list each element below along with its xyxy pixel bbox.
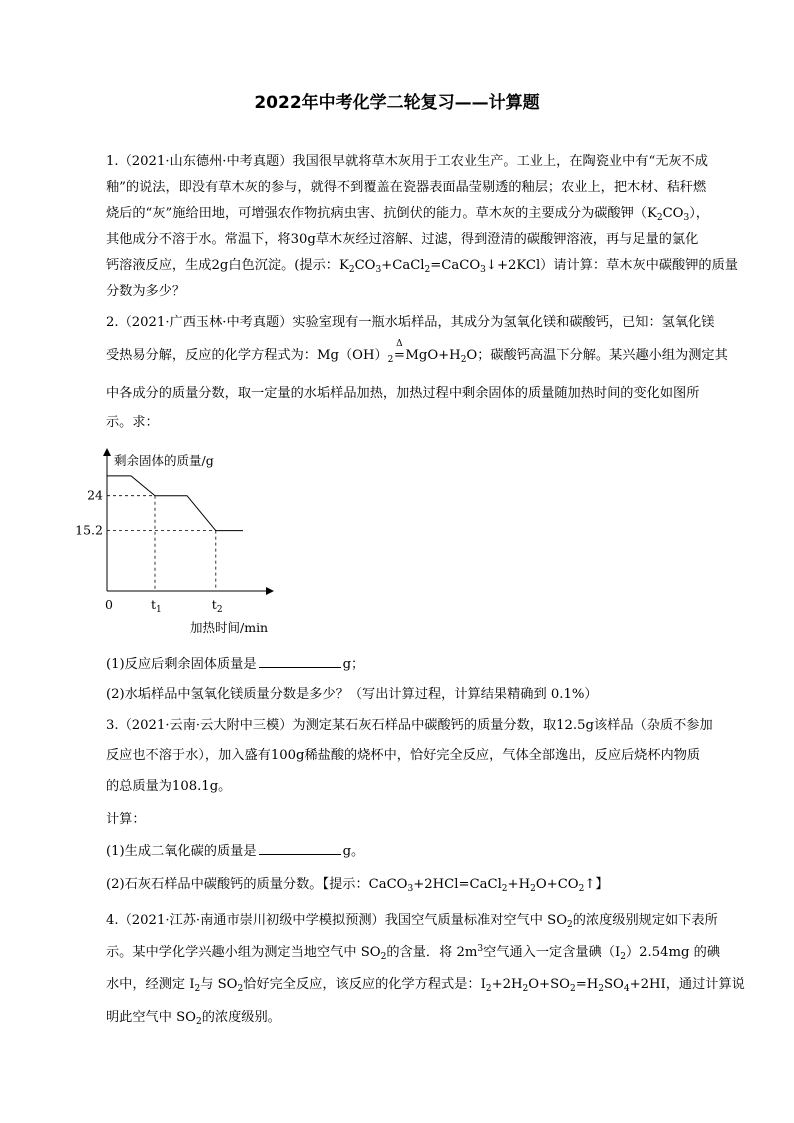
sub: 2 (237, 984, 244, 994)
q2-text: MgO+H (405, 348, 461, 363)
sub: 2 (567, 920, 573, 930)
sup: 3 (477, 944, 484, 954)
sub: 2 (485, 984, 492, 994)
q3-text: (1)生成二氧化碳的质量是 (106, 844, 257, 859)
origin-label: 0 (105, 597, 113, 612)
q4-text: 水中，经测定 I (106, 977, 195, 992)
x-tick-label: $t_1$ (151, 597, 162, 615)
answer-blank[interactable] (259, 842, 341, 855)
q1-line-2: 釉”的说法，即没有草木灰的参与，就得不到覆盖在瓷器表面晶莹剔透的釉层；农业上，把木材、秸秆燃 (106, 180, 707, 195)
q1-text: CO (354, 258, 376, 273)
q1-text: =CaCO (430, 258, 481, 273)
q3-text: +2HCl=CaCl (413, 877, 502, 892)
sub: 2 (620, 952, 626, 962)
x-axis-label: 加热时间/min (190, 620, 269, 635)
sub: 2 (424, 265, 431, 275)
q3-sub-1 (106, 842, 726, 862)
q2-sub-2: (2)水垢样品中氢氧化镁质量分数是多少？（写出计算过程，计算结果精确到 0.1%） (106, 687, 598, 702)
q4-text: 的含量．将 2m (386, 945, 478, 960)
q4-line-4 (106, 1008, 726, 1028)
sub: 3 (375, 265, 382, 275)
sub: 2 (195, 1017, 202, 1027)
q4-line-3 (106, 975, 745, 995)
sub: 2 (194, 984, 201, 994)
sub: 2 (578, 884, 585, 894)
q4-line-2 (106, 943, 726, 963)
q2-text: 受热易分解，反应的化学方程式为：Mg（OH） (106, 348, 388, 363)
x-tick-subscript: 2 (216, 605, 223, 615)
sub: 2 (380, 952, 387, 962)
q4-text: +2HI，通过计算说 (629, 977, 745, 992)
q2-line-4: 示。求： (106, 415, 159, 430)
y-tick-label: 15.2 (75, 522, 103, 538)
q4-text: 示。某中学化学兴趣小组为测定当地空气中 SO (106, 945, 381, 960)
q3-text: (2)石灰石样品中碳酸钙的质量分数。【提示：CaCO (106, 877, 408, 892)
q1-text: 烧后的“灰”施给田地，可增强农作物抗病虫害、抗倒伏的能力。草木灰的主要成分为碳酸钾（K (106, 206, 657, 221)
q3-text: ↑】 (584, 877, 609, 892)
sub: 2 (348, 265, 355, 275)
sub: 2 (530, 884, 536, 894)
q4-text: 4.（2021·江苏·南通市崇川初级中学模拟预测）我国空气质量标准对空气中 SO (106, 913, 567, 928)
q2-line-3: 中各成分的质量分数，取一定量的水垢样品加热，加热过程中剩余固体的质量随加热时间的变化如图所 (106, 386, 700, 401)
q2-line-2 (106, 339, 728, 366)
sub: 2 (522, 984, 529, 994)
q3-line-3: 的总质量为108.1g。 (106, 779, 232, 794)
sub: 2 (656, 213, 663, 223)
q3-text: g。 (342, 844, 365, 859)
q1-text: ）， (689, 206, 709, 221)
q1-line-5 (106, 256, 738, 276)
q4-text: 的浓度级别规定如下表所 (572, 913, 718, 928)
sub: 2 (387, 355, 394, 365)
q1-text: 钙溶液反应，生成2g白色沉淀。(提示：K (106, 258, 349, 273)
page-title: 2022年中考化学二轮复习——计算题 (254, 93, 540, 113)
x-tick-subscript: 1 (156, 605, 162, 615)
answer-blank[interactable] (259, 655, 341, 668)
q4-text: 与 SO (200, 977, 238, 992)
q4-text: 的浓度级别。 (201, 1010, 281, 1025)
sub: 4 (623, 984, 630, 994)
q3-line-2: 反应也不溶于水），加入盛有100g稀盐酸的烧杯中，恰好完全反应，气体全部逸出，反应后烧杯内物质 (106, 748, 701, 763)
sub: 2 (460, 355, 467, 365)
sub: 2 (501, 884, 508, 894)
y-axis-label: 剩余固体的质量/g (114, 453, 214, 468)
q1-text: ↓+2KCl）请计算：草木灰中碳酸钾的质量 (485, 258, 738, 273)
q2-sub-1 (106, 655, 726, 675)
q3-line-1: 3.（2021·云南·云大附中三模）为测定某石灰石样品中碳酸钙的质量分数，取12.5g该样品（杂质不参加 (106, 718, 713, 733)
q1-line-4: 其他成分不溶于水。常温下，将30g草木灰经过溶解、过滤，得到澄清的碳酸钾溶液，再与足量的氯化 (106, 232, 699, 247)
sub: 2 (569, 984, 576, 994)
q4-text: 空气通入一定含量碘（I (483, 945, 621, 960)
q1-line-1: 1.（2021·山东德州·中考真题）我国很早就将草木灰用于工农业生产。工业上，在陶瓷业中有“无灰不成 (106, 154, 708, 169)
mass-vs-time-chart (72, 446, 292, 641)
q1-line-3 (106, 204, 726, 224)
q4-text: 明此空气中 SO (106, 1010, 196, 1025)
q1-text: CO (662, 206, 684, 221)
q4-text: 恰好完全反应，该反应的化学方程式是：I (243, 977, 486, 992)
sub: 2 (598, 984, 604, 994)
sub: 3 (683, 213, 690, 223)
q3-calc-label: 计算： (106, 812, 146, 827)
q3-sub-2 (106, 875, 726, 895)
q4-text: SO (604, 977, 624, 992)
q4-text: ）2.54mg 的碘 (625, 945, 721, 960)
q3-text: O+CO (535, 877, 579, 892)
q2-text: (1)反应后剩余固体质量是 (106, 657, 257, 672)
q4-text: =H (575, 977, 599, 992)
q1-line-6: 分数为多少？ (106, 284, 186, 299)
delta-sign: Δ (396, 339, 403, 349)
series-line (107, 476, 243, 531)
q4-text: +2H (491, 977, 523, 992)
q2-text: O；碳酸钙高温下分解。某兴趣小组为测定其 (466, 348, 728, 363)
chart-marks (75, 476, 243, 615)
q2-line-1: 2.（2021·广西玉林·中考真题）实验室现有一瓶水垢样品，其成分为氢氧化镁和碳酸钙，已知：氢氧化镁 (106, 315, 715, 330)
x-tick-label: $t_2$ (211, 597, 223, 615)
sub: 3 (480, 265, 486, 275)
q4-text: O+SO (528, 977, 570, 992)
q3-text: +H (507, 877, 531, 892)
q1-text: +CaCl (381, 258, 425, 273)
sub: 3 (407, 884, 414, 894)
y-tick-label: 24 (87, 487, 103, 503)
q4-line-1 (106, 911, 726, 931)
q2-text: g； (342, 657, 365, 672)
heat-equals-sign (393, 339, 405, 366)
equals-sign: = (393, 348, 405, 363)
